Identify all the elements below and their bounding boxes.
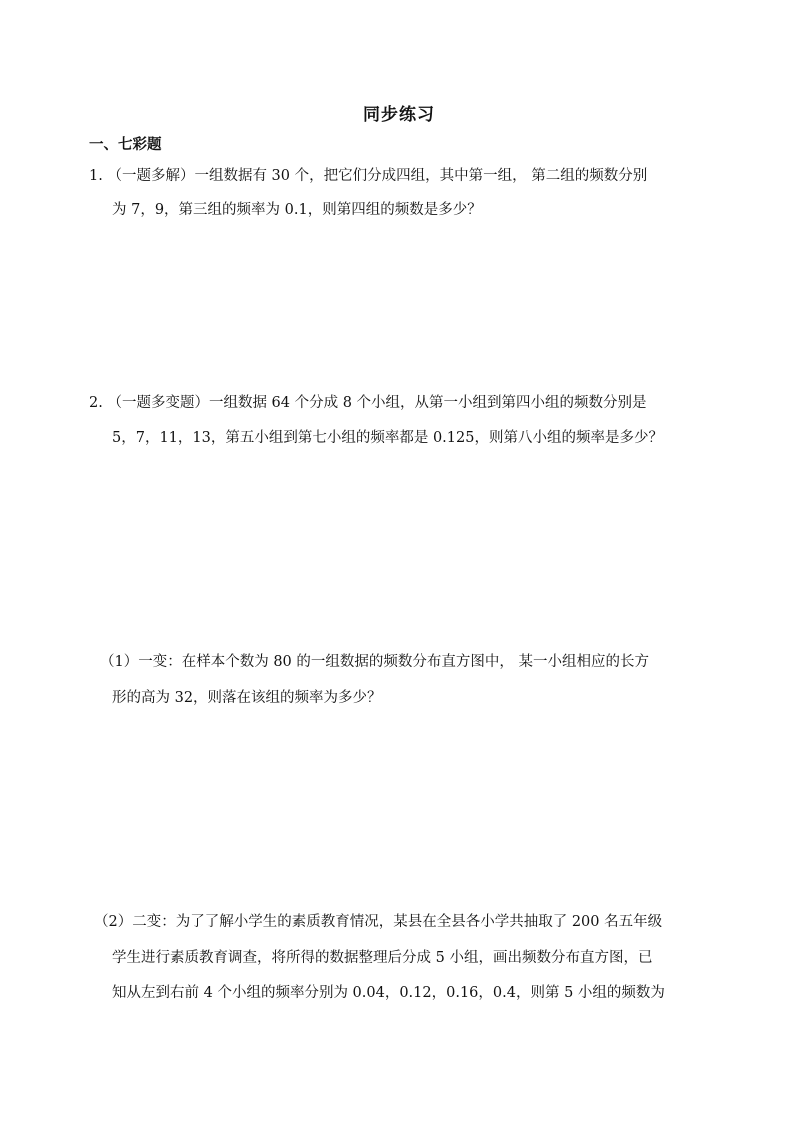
page-title: 同步练习 xyxy=(363,105,435,125)
question-1-line-1: 1. （一题多解）一组数据有 30 个，把它们分成四组，其中第一组， 第二组的频数分别 xyxy=(89,168,648,184)
question-2-line-1: 2. （一题多变题）一组数据 64 个分成 8 个小组，从第一小组到第四小组的频数分别是 xyxy=(89,395,647,411)
variant-2-line-2: 学生进行素质教育调查，将所得的数据整理后分成 5 小组，画出频数分布直方图，已 xyxy=(112,950,653,966)
section-heading: 一、七彩题 xyxy=(89,137,162,153)
question-2-line-2: 5，7，11，13，第五小组到第七小组的频率都是 0.125，则第八小组的频率是多少？ xyxy=(112,430,663,446)
variant-2-line-1: （2）二变：为了了解小学生的素质教育情况，某县在全县各小学共抽取了 200 名五年级 xyxy=(94,914,663,930)
variant-1-line-2: 形的高为 32，则落在该组的频率为多少？ xyxy=(112,690,382,706)
question-1-line-2: 为 7，9，第三组的频率为 0.1，则第四组的频数是多少？ xyxy=(112,202,482,218)
variant-1-line-1: （1）一变：在样本个数为 80 的一组数据的频数分布直方图中， 某一小组相应的长方 xyxy=(100,654,650,670)
variant-2-line-3: 知从左到右前 4 个小组的频率分别为 0.04，0.12，0.16，0.4，则第 5 小组的频数为 xyxy=(112,985,665,1001)
